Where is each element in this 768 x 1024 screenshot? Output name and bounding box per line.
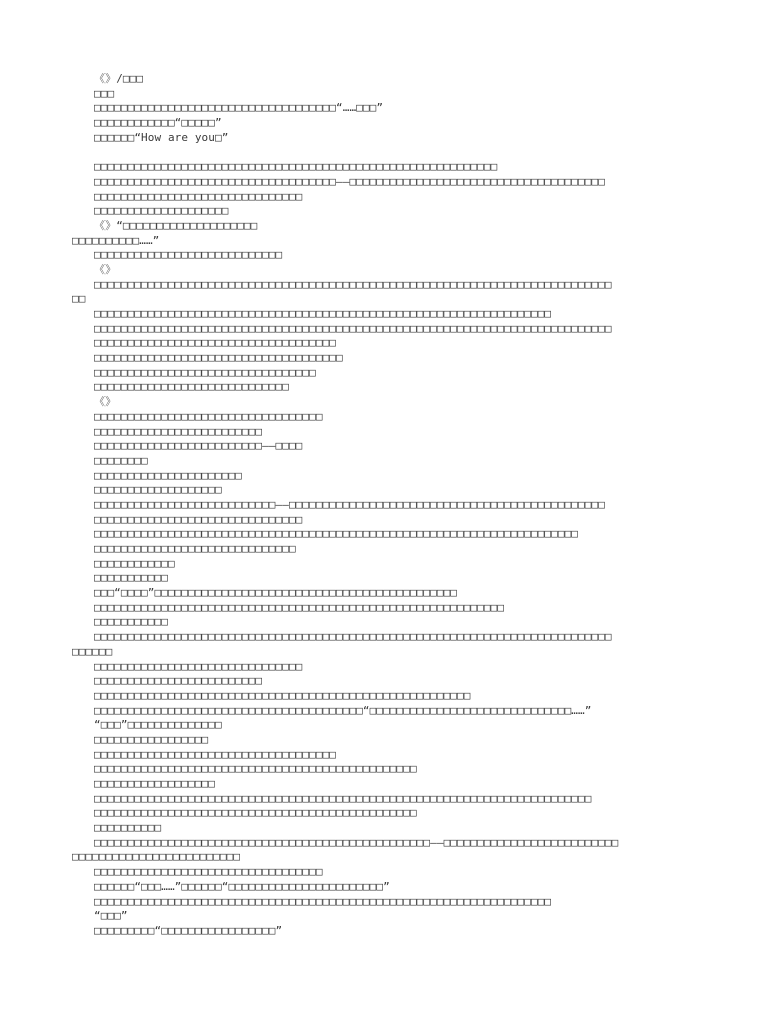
text-line: □□□□□□□□□□□□□□□□□□□□□□□□□□□□□□□□□□□□□□□□□□□□□□□□□□□□□□□□□□□□□□□□□□□□□□□□□□ [94, 791, 592, 805]
text-line: □□□□□□□□□□□□□□□□□□□□□□□□□ [94, 424, 263, 438]
text-line: □□□□□□□□□□□ [94, 615, 168, 629]
text-line: □□□□□□□□□□□□□□□□□□□□□□□□□□□□□□□□□□□□□□□□□□□□□□□□□□□□□□□□□□□□ [94, 160, 498, 174]
text-line: □□□□□□□□□□□□□□□□□□□□□□□□□——□□□□ [94, 439, 303, 453]
text-line: “□□□”□□□□□□□□□□□□□□ [94, 718, 222, 732]
text-line: □□□□□□□□□□ [94, 821, 162, 835]
text-line: □□□□□□□□□□□□□□□□□□□□□□□□□□□□□□□□□□□□□ [94, 351, 343, 365]
text-line: □□□□□□□□□□□□□□□□□□□□□□□□□□□□□□□□□□□□□□□□□□□□□□□□□□□□□□□□ [94, 688, 471, 702]
text-line: □□□□□□□□□□□□□□□□□□□□ [94, 204, 229, 218]
text-line: □□□□□□□□□“□□□□□□□□□□□□□□□□□” [94, 923, 283, 937]
text-line: □□□□□□□□□□□□□□□□□□□□□□□□□□□□□□□□□□ [94, 865, 323, 879]
text-line: □□□□□□□□□□□□□□□□□□□□□□□□□□□□□□□□□□□□□□□□□□□□□□□□□□□□□□□□□□□□□□□□□□□□□□□□□□□□□ [94, 630, 612, 644]
text-line: 《》“□□□□□□□□□□□□□□□□□□□□ [94, 218, 258, 232]
text-line: □□□□□□□□□□□□□□□□□□□□□□□□□□□□□□ [94, 542, 296, 555]
text-line: □□□□□□□□□□□□□□□□□□□□□□□□□□□□□□□□□□□□□□□□□□□□□□□□□□□□□□□□□□□□□□□□□□□□□□□□ [94, 527, 579, 541]
document-body [72, 72, 712, 939]
text-line: 《》/□□□ [94, 72, 144, 85]
text-line: □□□□□□□□□□□□“□□□□□” [94, 116, 222, 130]
text-line: □□□□□□□□□□□□□□□□□□□□□□□□□□□□□□□□□□□□ [94, 336, 337, 350]
text-line: □□□□□□□□□□□□ [94, 556, 175, 570]
text-line: □□□□□□□□□□□□□□□□□□□□□□□□□□□□ [94, 248, 283, 262]
text-line: □□□□□□□□□□□□□□□□□□□□□□□□□□□□□ [94, 380, 289, 394]
text-line: □□□□□□□□□□□□□□□□□□□□□□□□□□□□□□□ [94, 189, 303, 203]
text-line: □□□□□□ [72, 644, 113, 658]
text-line: □□□□□□□□□□□□□□□□□□□□□□□□□ [72, 850, 241, 864]
text-line: □□□□□□□□□□□□□□□□□□□□□□□□□□□□□□□□□□□□□□□□□□□□□□□□□□□□□□□□□□□□□□□□□□□□ [94, 894, 552, 908]
text-line: □□□□□□□□□□□□□□□□□□□ [94, 483, 222, 497]
text-line: □□□“□□□□”□□□□□□□□□□□□□□□□□□□□□□□□□□□□□□□□□□□□□□□□□□□□□ [94, 586, 458, 600]
text-line: □□□□□□□□□□□ [94, 571, 168, 585]
text-line: □□□□□□□□□□□□□□□□□□□□□□□□□□□□□□□□□□□□□□□□□□□□□□□□ [94, 762, 417, 776]
text-line: □□□□□□□□□□□□□□□□□□□□□□□□□ [94, 674, 263, 688]
text-line: □□□□□□□□□□□□□□□□□□□□□□□□□□□□□□□ [94, 512, 303, 526]
text-line: □□□□□□□□□□□□□□□□□□□□□□□□□□□——□□□□□□□□□□□□□□□□□□□□□□□□□□□□□□□□□□□□□□□□□□□□□□□ [94, 497, 605, 511]
text-line: 《》 [94, 262, 117, 276]
text-line: □□□□□□□□ [94, 453, 148, 467]
text-line: □□□□□□□□□□□□□□□□□□□□□□□□□□□□□□□□□□□□□□□□□□□□□□□□□□□□□□□□□□□□□□□□□□□□□□□□□□□□□ [94, 321, 612, 335]
text-line: □□□□□□□□□□□□□□□□□□□□□□□□□□□□□□□□□□□□□□□□□□□□□□□□□□——□□□□□□□□□□□□□□□□□□□□□□□□□□ [94, 835, 619, 849]
text-line: □□□□□□□□□□□□□□□□□□ [94, 777, 216, 790]
text-line: □□□□□□“How are you□” [94, 130, 229, 144]
text-line: □□□□□□□□□□□□□□□□□□□□□□ [94, 468, 242, 482]
text-line: □□□□□□“□□□……”□□□□□□“□□□□□□□□□□□□□□□□□□□□□□□” [94, 879, 390, 893]
text-line: □□□□□□□□□□□□□□□□□□□□□□□□□□□□□□□□□□□□□□□□□□□□□□□□□□□□□□□□□□□□□ [94, 600, 505, 614]
text-line: “□□□” [94, 909, 128, 923]
text-line: □□□ [94, 86, 115, 100]
text-line [72, 145, 712, 160]
text-line: □□□□□□□□□□□□□□□□□□□□□□□□□□□□□□□□□□□□“……□□□” [94, 101, 384, 115]
text-line: □□□□□□□□□□□□□□□□□□□□□□□□□□□□□□□□□□□□□□□□□□□□□□□□□□□□□□□□□□□□□□□□□□□□ [94, 307, 552, 320]
text-line: 《》 [94, 395, 117, 409]
text-line: □□□□□□□□□□□□□□□□□□□□□□□□□□□□□□□□□□□□□□□□□□□□□□□□ [94, 806, 417, 820]
text-line: □□□□□□□□□□□□□□□□□□□□□□□□□□□□□□□□□□□□□□□□“□□□□□□□□□□□□□□□□□□□□□□□□□□□□□□……” [94, 703, 592, 717]
text-line: □□□□□□□□□□……” [72, 233, 160, 247]
text-line: □□□□□□□□□□□□□□□□□□□□□□□□□□□□□□□□□□ [94, 409, 323, 423]
text-line: □□□□□□□□□□□□□□□□□□□□□□□□□□□□□□□ [94, 659, 303, 673]
text-line: □□ [72, 292, 86, 306]
text-line: □□□□□□□□□□□□□□□□□□□□□□□□□□□□□□□□□□□□□□□□□□□□□□□□□□□□□□□□□□□□□□□□□□□□□□□□□□□□□ [94, 277, 612, 291]
text-line: □□□□□□□□□□□□□□□□□□□□□□□□□□□□□□□□□□□□ [94, 747, 337, 761]
text-line: □□□□□□□□□□□□□□□□□□□□□□□□□□□□□□□□□□□□——□□□□□□□□□□□□□□□□□□□□□□□□□□□□□□□□□□□□□□ [94, 174, 605, 188]
text-line: □□□□□□□□□□□□□□□□□□□□□□□□□□□□□□□□□ [94, 365, 316, 379]
text-line: □□□□□□□□□□□□□□□□□ [94, 732, 209, 746]
